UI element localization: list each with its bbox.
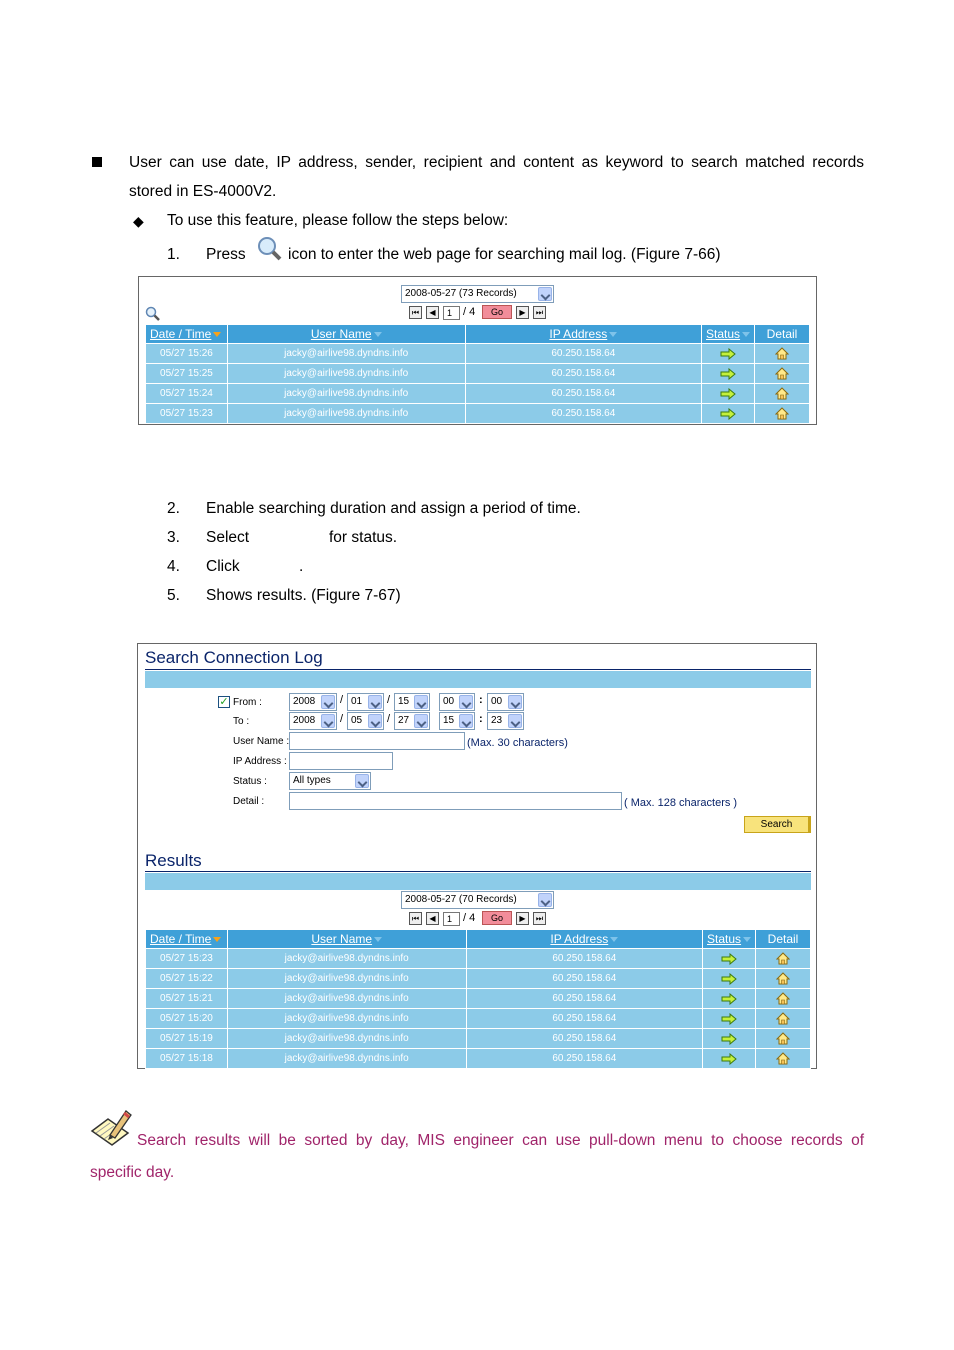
- cell-ip-address: 60.250.158.64: [466, 1029, 703, 1049]
- detail-icon[interactable]: [776, 1012, 790, 1025]
- cell-user-name: jacky@airlive98.dyndns.info: [227, 989, 466, 1009]
- detail-input[interactable]: [289, 792, 622, 810]
- chevron-down-icon: [508, 714, 522, 728]
- table-row: [146, 364, 810, 384]
- step-text: icon to enter the web page for searching mail log. (Figure 7-66): [288, 246, 721, 263]
- chevron-down-icon: [368, 695, 382, 709]
- cell-ip-address: 60.250.158.64: [466, 1009, 703, 1029]
- cell-date-time: 05/27 15:23: [146, 404, 228, 424]
- status-arrow-icon: [720, 408, 736, 420]
- status-arrow-icon: [720, 388, 736, 400]
- to-hour-select[interactable]: 15: [439, 712, 475, 730]
- to-month-select[interactable]: 05: [347, 712, 384, 730]
- status-arrow-icon: [720, 348, 736, 360]
- status-arrow-icon: [721, 973, 737, 985]
- sort-icon: [374, 332, 382, 337]
- detail-icon[interactable]: [776, 972, 790, 985]
- table-row: [146, 384, 810, 404]
- results-date-select[interactable]: 2008-05-27 (70 Records): [401, 891, 554, 909]
- cell-date-time: 05/27 15:24: [146, 384, 228, 404]
- detail-icon[interactable]: [776, 992, 790, 1005]
- cell-ip-address: 60.250.158.64: [466, 949, 703, 969]
- cell-user-name: jacky@airlive98.dyndns.info: [227, 344, 465, 364]
- search-icon[interactable]: [145, 306, 161, 322]
- status-arrow-icon: [721, 993, 737, 1005]
- log-table: [145, 324, 810, 424]
- to-year-select[interactable]: 2008: [289, 712, 337, 730]
- detail-icon[interactable]: [775, 347, 789, 360]
- cell-status: [703, 989, 756, 1009]
- cell-status: [703, 1049, 756, 1069]
- chevron-down-icon: [368, 714, 382, 728]
- column-header-user[interactable]: User Name: [227, 930, 466, 949]
- go-button[interactable]: Go: [482, 911, 512, 925]
- detail-icon[interactable]: [775, 387, 789, 400]
- table-row: [146, 969, 811, 989]
- from-minute-select[interactable]: 00: [487, 693, 524, 711]
- cell-status: [703, 1029, 756, 1049]
- cell-ip-address: 60.250.158.64: [466, 989, 703, 1009]
- prev-page-button[interactable]: ◀: [426, 912, 439, 925]
- chevron-down-icon: [414, 695, 428, 709]
- from-month-select[interactable]: 01: [347, 693, 384, 711]
- cell-ip-address: 60.250.158.64: [466, 969, 703, 989]
- cell-date-time: 05/27 15:26: [146, 344, 228, 364]
- step-number: 5.: [167, 587, 180, 604]
- ip-input[interactable]: [289, 752, 393, 770]
- last-page-button[interactable]: ⏭: [533, 306, 546, 319]
- chevron-down-icon: [538, 893, 552, 907]
- username-label: User Name :: [233, 736, 290, 747]
- date-separator: /: [340, 694, 344, 706]
- page-input[interactable]: 1: [443, 306, 460, 320]
- prev-page-button[interactable]: ◀: [426, 306, 439, 319]
- column-header-status[interactable]: Status: [703, 930, 756, 949]
- step-number: 1.: [167, 246, 180, 263]
- intro-line-2: stored in ES-4000V2.: [129, 183, 277, 200]
- go-button[interactable]: Go: [482, 305, 512, 319]
- to-day-select[interactable]: 27: [394, 712, 430, 730]
- cell-user-name: jacky@airlive98.dyndns.info: [227, 1049, 466, 1069]
- cell-user-name: jacky@airlive98.dyndns.info: [227, 1029, 466, 1049]
- detail-icon[interactable]: [775, 367, 789, 380]
- cell-date-time: 05/27 15:19: [146, 1029, 228, 1049]
- detail-icon[interactable]: [776, 1052, 790, 1065]
- status-label: Status :: [233, 776, 267, 787]
- search-button[interactable]: Search: [744, 816, 811, 833]
- column-header-detail: Detail: [755, 325, 810, 344]
- cell-user-name: jacky@airlive98.dyndns.info: [227, 404, 465, 424]
- sort-desc-icon: [213, 332, 221, 337]
- chevron-down-icon: [355, 774, 369, 788]
- table-header-row: [146, 325, 810, 344]
- cell-detail[interactable]: [755, 364, 810, 384]
- chevron-down-icon: [459, 695, 473, 709]
- step-text: Select: [206, 529, 250, 546]
- from-year-select[interactable]: 2008: [289, 693, 337, 711]
- status-arrow-icon: [721, 953, 737, 965]
- from-day-select[interactable]: 15: [394, 693, 430, 711]
- table-header-row: [146, 930, 811, 949]
- cell-user-name: jacky@airlive98.dyndns.info: [227, 384, 465, 404]
- detail-label: Detail :: [233, 796, 265, 807]
- table-row: [146, 989, 811, 1009]
- cell-user-name: jacky@airlive98.dyndns.info: [227, 364, 465, 384]
- to-minute-select[interactable]: 23: [487, 712, 524, 730]
- first-page-button[interactable]: ⏮: [409, 306, 422, 319]
- status-arrow-icon: [721, 1013, 737, 1025]
- table-row: [146, 1009, 811, 1029]
- cell-ip-address: 60.250.158.64: [465, 364, 702, 384]
- sort-icon: [374, 937, 382, 942]
- note-line-1: Search results will be sorted by day, MIS engineer can use pull-down menu to choose records of: [137, 1132, 864, 1149]
- detail-icon[interactable]: [776, 952, 790, 965]
- cell-date-time: 05/27 15:25: [146, 364, 228, 384]
- cell-detail[interactable]: [756, 1049, 811, 1069]
- date-separator: /: [340, 713, 344, 725]
- ip-label: IP Address :: [233, 756, 287, 767]
- cell-detail[interactable]: [755, 404, 810, 424]
- column-header-status[interactable]: Status: [702, 325, 755, 344]
- table-row: [146, 949, 811, 969]
- step-number: 4.: [167, 558, 180, 575]
- step-number: 2.: [167, 500, 180, 517]
- cell-user-name: jacky@airlive98.dyndns.info: [227, 949, 466, 969]
- last-page-button[interactable]: ⏭: [533, 912, 546, 925]
- table-row: [146, 344, 810, 364]
- page-title: Search Connection Log: [145, 648, 323, 667]
- table-row: [146, 1049, 811, 1069]
- cell-status: [703, 969, 756, 989]
- next-page-button[interactable]: ▶: [516, 912, 529, 925]
- cell-detail[interactable]: [756, 949, 811, 969]
- column-header-ip[interactable]: IP Address: [465, 325, 702, 344]
- cell-status: [702, 384, 755, 404]
- column-header-date[interactable]: Date / Time: [146, 930, 228, 949]
- cell-detail[interactable]: [756, 989, 811, 1009]
- status-arrow-icon: [720, 368, 736, 380]
- section-bar: [145, 671, 811, 688]
- step-text: Shows results. (Figure 7-67): [206, 587, 401, 604]
- magnifier-icon: [256, 235, 282, 261]
- step-text: Click: [206, 558, 240, 575]
- column-header-date[interactable]: Date / Time: [146, 325, 228, 344]
- column-header-ip[interactable]: IP Address: [466, 930, 703, 949]
- cell-detail[interactable]: [756, 1029, 811, 1049]
- cell-detail[interactable]: [756, 1009, 811, 1029]
- step-number: 3.: [167, 529, 180, 546]
- cell-user-name: jacky@airlive98.dyndns.info: [227, 969, 466, 989]
- cell-detail[interactable]: [755, 384, 810, 404]
- cell-date-time: 05/27 15:22: [146, 969, 228, 989]
- sub-bullet-text: To use this feature, please follow the steps below:: [167, 212, 509, 229]
- results-table: [145, 929, 811, 1069]
- intro-line-1: User can use date, IP address, sender, recipient and content as keyword to search matched records: [129, 154, 864, 171]
- square-bullet-icon: [92, 157, 102, 167]
- column-header-user[interactable]: User Name: [227, 325, 465, 344]
- results-bar: [145, 873, 811, 890]
- duration-checkbox[interactable]: ✓: [219, 696, 229, 708]
- detail-hint: ( Max. 128 characters ): [624, 797, 738, 809]
- detail-icon[interactable]: [775, 407, 789, 420]
- sort-icon: [609, 332, 617, 337]
- column-header-detail: Detail: [756, 930, 811, 949]
- chevron-down-icon: [321, 714, 335, 728]
- cell-date-time: 05/27 15:21: [146, 989, 228, 1009]
- cell-detail[interactable]: [756, 969, 811, 989]
- date-separator: /: [387, 713, 391, 725]
- cell-detail[interactable]: [755, 344, 810, 364]
- page-input[interactable]: 1: [443, 912, 460, 926]
- cell-ip-address: 60.250.158.64: [466, 1049, 703, 1069]
- first-page-button[interactable]: ⏮: [409, 912, 422, 925]
- page-total: / 4: [463, 306, 476, 318]
- step-text: .: [299, 558, 304, 575]
- from-hour-select[interactable]: 00: [439, 693, 475, 711]
- cell-ip-address: 60.250.158.64: [465, 404, 702, 424]
- detail-icon[interactable]: [776, 1032, 790, 1045]
- chevron-down-icon: [414, 714, 428, 728]
- step-text: Press: [206, 246, 246, 263]
- cell-status: [702, 364, 755, 384]
- page-total: / 4: [463, 912, 476, 924]
- table-row: [146, 404, 810, 424]
- results-divider: [145, 871, 811, 872]
- results-title: Results: [145, 851, 202, 870]
- cell-status: [702, 344, 755, 364]
- chevron-down-icon: [459, 714, 473, 728]
- note-line-2: specific day.: [90, 1164, 175, 1181]
- username-input[interactable]: [289, 732, 465, 750]
- cell-date-time: 05/27 15:18: [146, 1049, 228, 1069]
- note-pencil-icon: [90, 1107, 132, 1147]
- sort-desc-icon: [213, 937, 221, 942]
- time-separator: :: [479, 694, 483, 706]
- status-select[interactable]: All types: [289, 772, 371, 790]
- step-text: for status.: [329, 529, 398, 546]
- to-label: To :: [233, 716, 250, 727]
- username-hint: (Max. 30 characters): [467, 737, 568, 749]
- from-label: From :: [233, 697, 262, 708]
- cell-date-time: 05/27 15:23: [146, 949, 228, 969]
- cell-ip-address: 60.250.158.64: [465, 384, 702, 404]
- chevron-down-icon: [538, 287, 552, 301]
- diamond-bullet-icon: ◆: [133, 213, 144, 229]
- cell-status: [703, 1009, 756, 1029]
- time-separator: :: [479, 713, 483, 725]
- status-arrow-icon: [721, 1033, 737, 1045]
- sort-icon: [610, 937, 618, 942]
- cell-status: [703, 949, 756, 969]
- chevron-down-icon: [321, 695, 335, 709]
- table-row: [146, 1029, 811, 1049]
- sort-icon: [743, 937, 751, 942]
- title-divider: [145, 669, 811, 670]
- chevron-down-icon: [508, 695, 522, 709]
- date-separator: /: [387, 694, 391, 706]
- cell-status: [702, 404, 755, 424]
- cell-date-time: 05/27 15:20: [146, 1009, 228, 1029]
- cell-user-name: jacky@airlive98.dyndns.info: [227, 1009, 466, 1029]
- sort-icon: [742, 332, 750, 337]
- next-page-button[interactable]: ▶: [516, 306, 529, 319]
- status-arrow-icon: [721, 1053, 737, 1065]
- step-text: Enable searching duration and assign a period of time.: [206, 500, 581, 517]
- cell-ip-address: 60.250.158.64: [465, 344, 702, 364]
- date-select[interactable]: 2008-05-27 (73 Records): [401, 285, 554, 303]
